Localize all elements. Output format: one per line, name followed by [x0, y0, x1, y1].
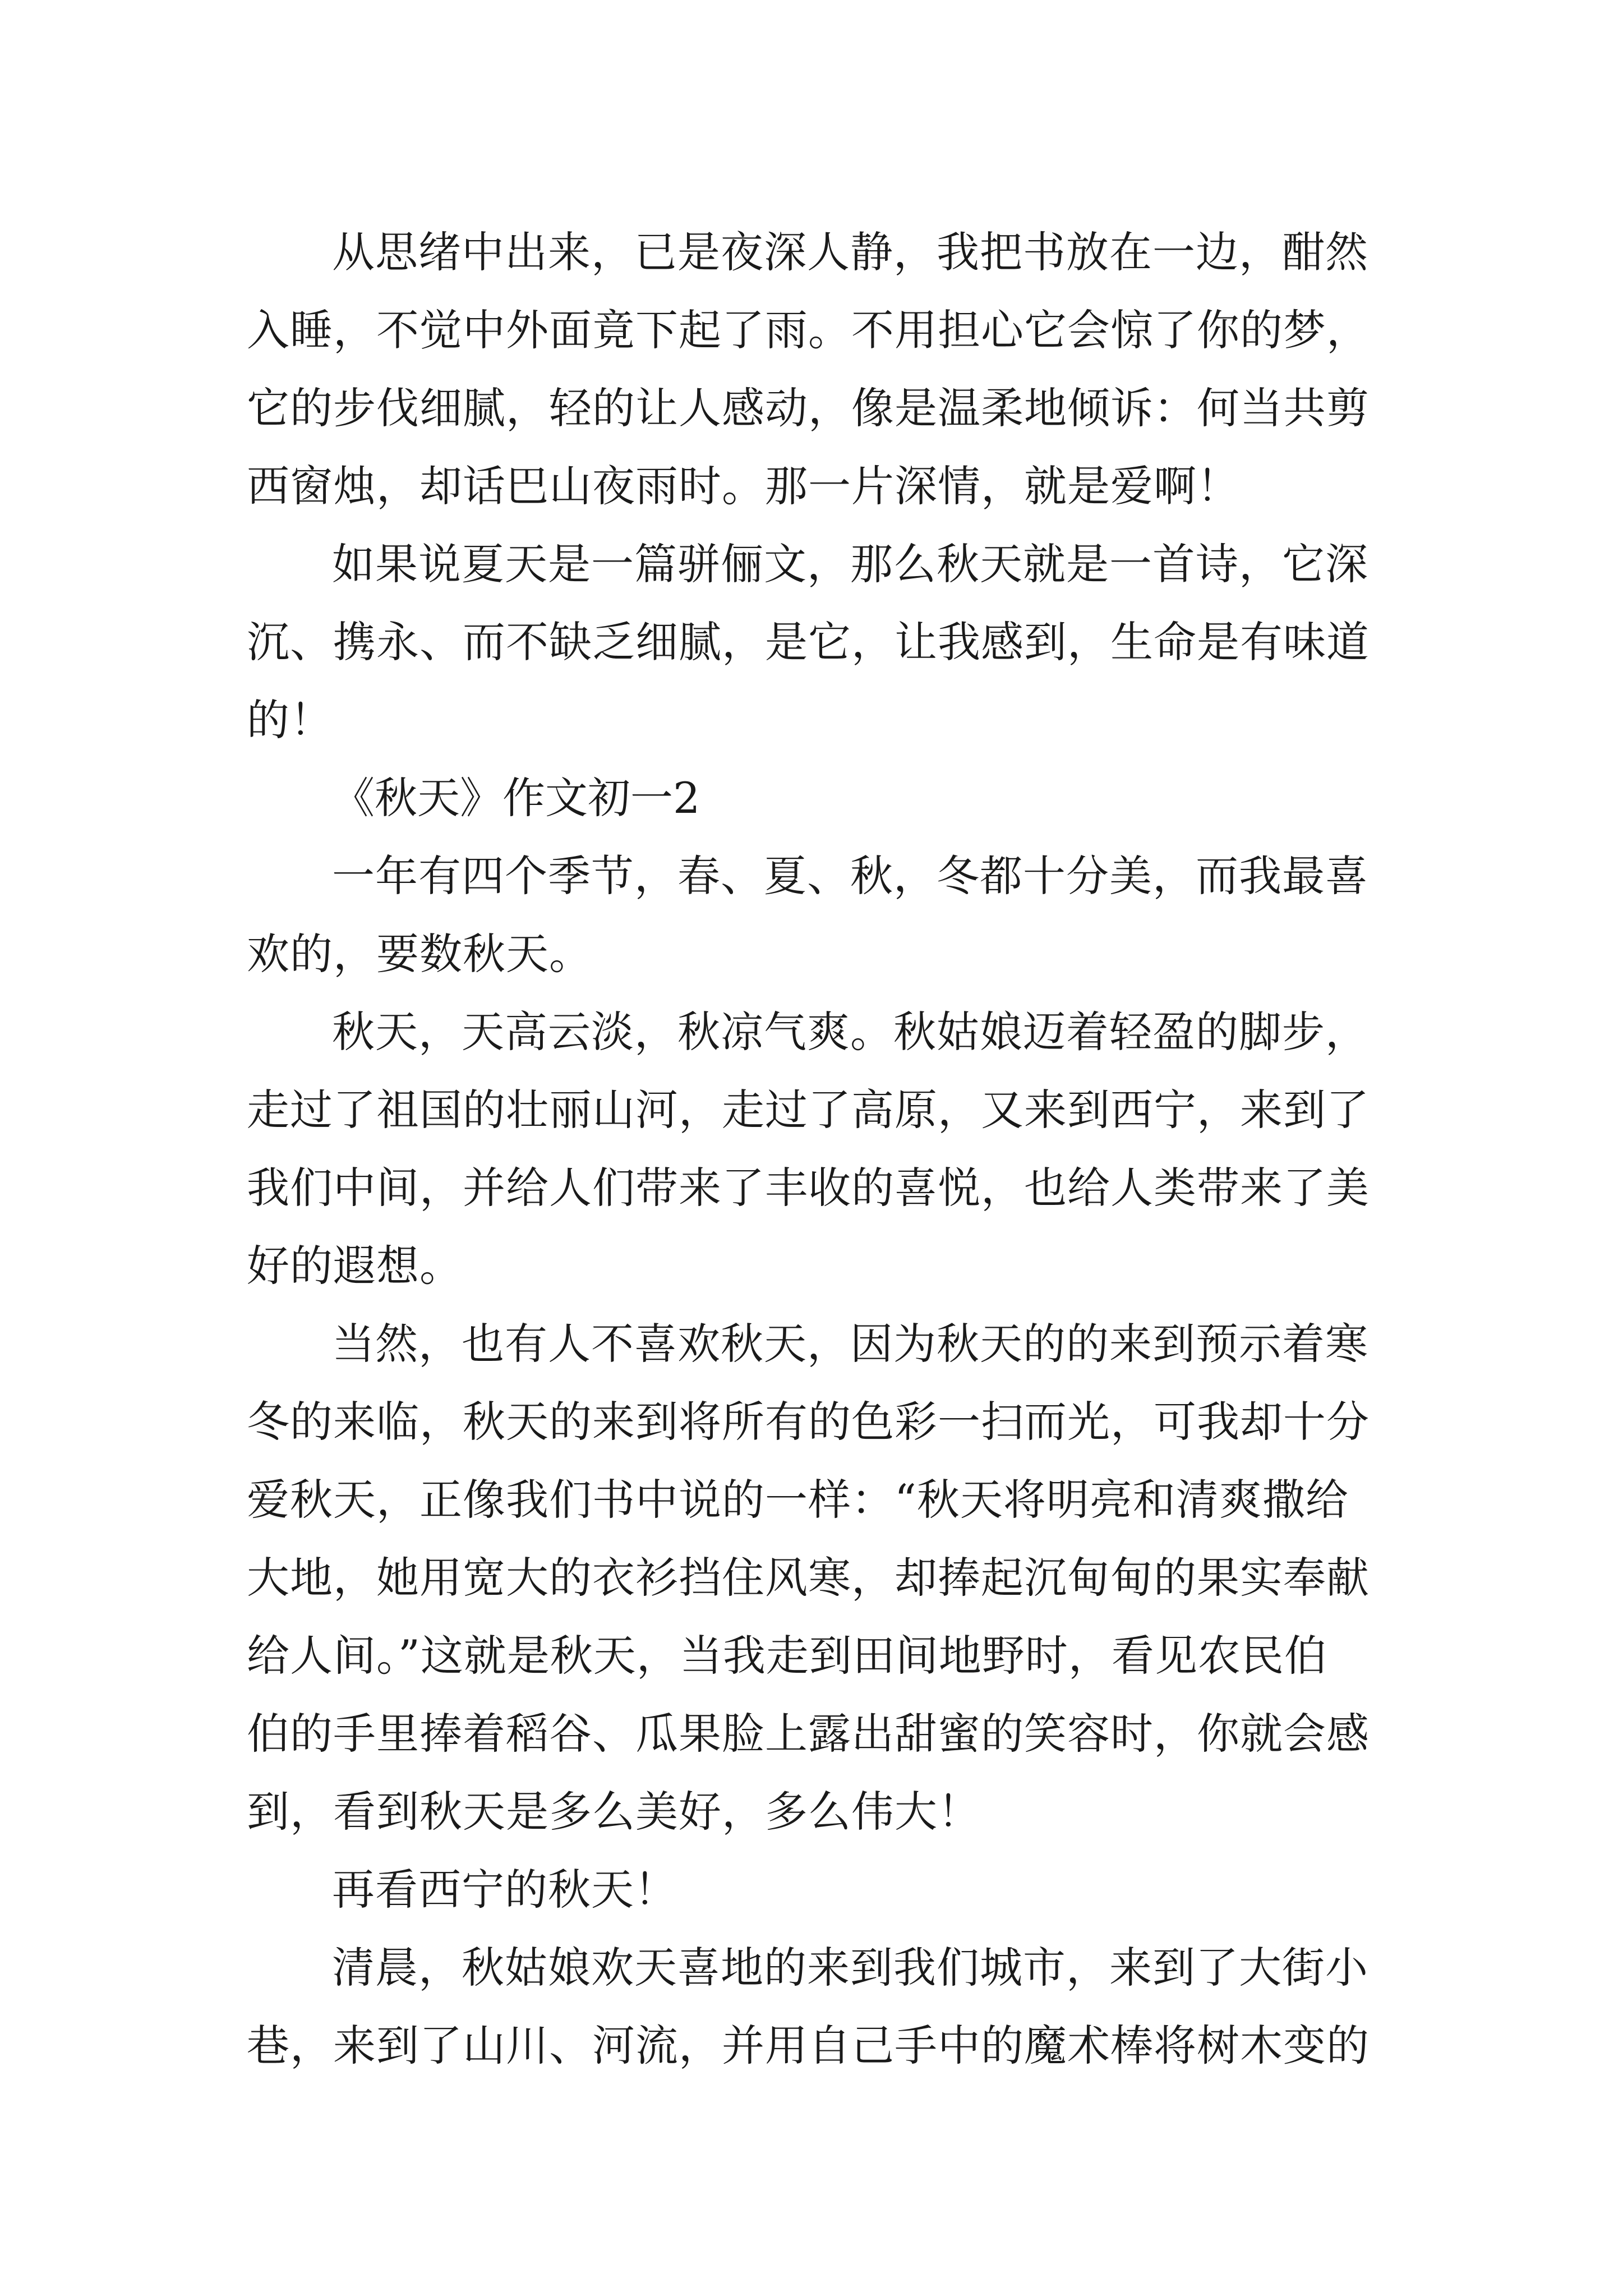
paragraph: 如果说夏天是一篇骈俪文，那么秋天就是一首诗，它深 沉、携永、而不缺乏细腻，是它，让我感到，生命是有味道 的！	[247, 539, 1370, 745]
paragraph: 当然，也有人不喜欢秋天，因为秋天的的来到预示着寒 冬的来临，秋天的来到将所有的色彩一扫而光，可我却十分 爱秋天，正像我们书中说的一样：“秋天将明亮和清爽撒给 大地，她用宽大的衣衫挡住风寒，却捧起沉甸甸的果实奉献 给人间。”这就是秋天，当我走到田间地野时，看见农民伯 伯的手里捧着稻谷、瓜果脸上露出甜蜜的笑容时，你就会感 到，看到秋天是多么美好，多么伟大！	[247, 1319, 1370, 1837]
paragraph: 秋天，天高云淡，秋凉气爽。秋姑娘迈着轻盈的脚步， 走过了祖国的壮丽山河，走过了高原，又来到西宁，来到了 我们中间，并给人们带来了丰收的喜悦，也给人类带来了美 好的遐想。	[247, 1007, 1370, 1291]
paragraph: 再看西宁的秋天！	[332, 1865, 677, 1915]
document-body	[247, 213, 1387, 2085]
paragraph: 从思绪中出来，已是夜深人静，我把书放在一边，酣然 入睡，不觉中外面竟下起了雨。不用担心它会惊了你的梦， 它的步伐细腻，轻的让人感动，像是温柔地倾诉：何当共剪 西窗烛，却话巴山夜雨时。那一片深情，就是爱啊！	[247, 227, 1370, 511]
paragraph: 一年有四个季节，春、夏、秋，冬都十分美，而我最喜 欢的，要数秋天。	[247, 851, 1368, 979]
paragraph: 清晨，秋姑娘欢天喜地的来到我们城市，来到了大街小 巷，来到了山川、河流，并用自己手中的魔术棒将树木变的	[247, 1943, 1370, 2070]
essay-title: 《秋天》作文初一2	[332, 773, 700, 823]
